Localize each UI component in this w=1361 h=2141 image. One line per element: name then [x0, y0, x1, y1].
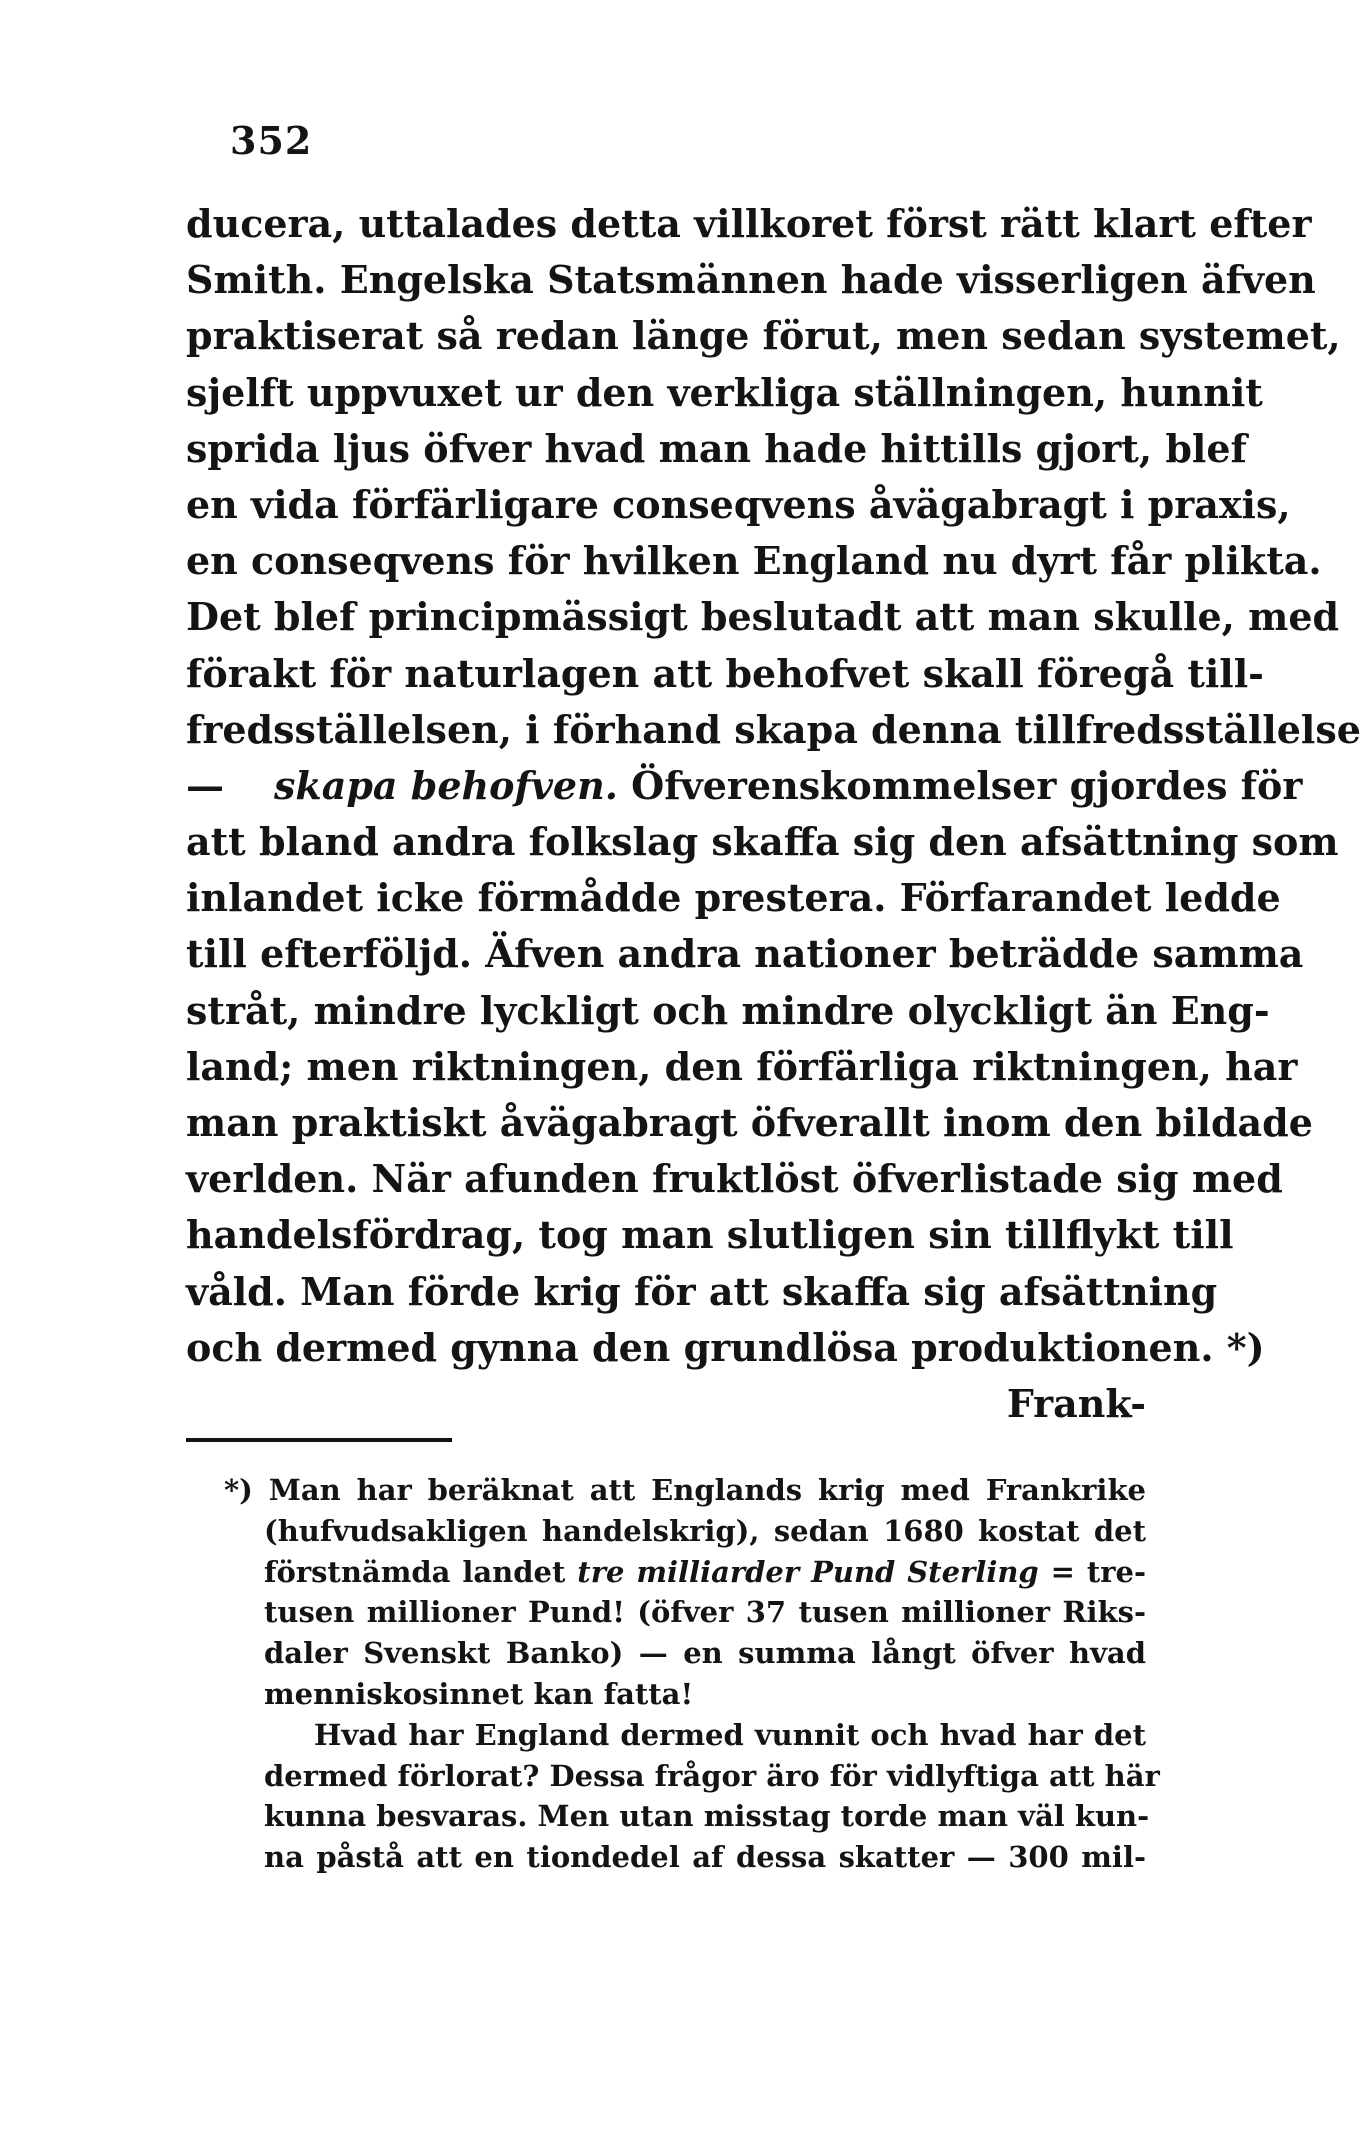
text-line: inlandet icke förmådde prestera. Förfarandet ledde	[186, 875, 1281, 921]
footnote-line: *) Man har beräknat att Englands krig med Frankrike	[224, 1473, 1146, 1507]
text-line-emphasis	[186, 758, 1303, 814]
italic-phrase: skapa behofven.	[274, 762, 618, 808]
text-line: att bland andra folkslag skaffa sig den afsättning som	[186, 819, 1339, 865]
catchword: Frank-	[1006, 1380, 1146, 1426]
footnote-rule	[186, 1438, 452, 1442]
text-line: sjelft uppvuxet ur den verkliga ställningen, hunnit	[186, 369, 1263, 415]
page-number: 352	[230, 118, 313, 163]
text-line: förakt för naturlagen att behofvet skall föregå till-	[186, 650, 1264, 696]
footnote-line: tusen millioner Pund! (öfver 37 tusen millioner Riks-	[264, 1595, 1146, 1630]
text-line: Det blef principmässigt beslutadt att man skulle, med	[186, 594, 1340, 640]
text-fragment: Öfverenskommelser gjordes för	[617, 762, 1303, 808]
text-line: ducera, uttalades detta villkoret först rätt klart efter	[186, 201, 1312, 246]
text-line: till efterföljd. Äfven andra nationer beträdde samma	[186, 931, 1304, 977]
italic-phrase: tre milliarder Pund Sterling	[577, 1554, 1039, 1589]
text-line: våld. Man förde krig för att skaffa sig afsättning	[186, 1268, 1218, 1314]
em-dash: —	[186, 762, 224, 808]
text-line: en vida förfärligare conseqvens åvägabragt i praxis,	[186, 481, 1291, 527]
footnote-line: menniskosinnet kan fatta!	[264, 1676, 694, 1711]
footnote-block	[224, 1470, 1160, 1878]
footnote-line: (hufvudsakligen handelskrig), sedan 1680 kostat det	[264, 1513, 1146, 1548]
text-line-last: och dermed gynna den grundlösa produktionen. *)	[186, 1324, 1265, 1370]
text-line: sprida ljus öfver hvad man hade hittills gjort, blef	[186, 425, 1247, 471]
text-line: fredsställelsen, i förhand skapa denna tillfredsställelse	[186, 706, 1361, 752]
main-text-block	[186, 196, 1361, 1432]
footnote-line: Hvad har England dermed vunnit och hvad har det	[314, 1717, 1146, 1752]
text-fragment: förstnämda landet	[264, 1554, 578, 1589]
text-line: land; men riktningen, den förfärliga riktningen, har	[186, 1043, 1298, 1089]
text-line: en conseqvens för hvilken England nu dyrt får plikta.	[186, 538, 1322, 584]
text-line: Smith. Engelska Statsmännen hade visserligen äfven	[186, 257, 1316, 303]
footnote-line: kunna besvaras. Men utan misstag torde man väl kun-	[264, 1799, 1150, 1834]
text-line: man praktiskt åvägabragt öfverallt inom den bildade	[186, 1100, 1313, 1145]
text-line: verlden. När afunden fruktlöst öfverlistade sig med	[186, 1156, 1283, 1202]
text-line: praktiserat så redan länge förut, men sedan systemet,	[186, 313, 1341, 359]
footnote-line: na påstå att en tiondedel af dessa skatter — 300 mil-	[264, 1840, 1146, 1875]
text-fragment: = tre-	[1038, 1554, 1147, 1589]
footnote-line-emphasis	[264, 1552, 1146, 1593]
footnote-line: dermed förlorat? Dessa frågor äro för vidlyftiga att här	[264, 1758, 1160, 1793]
footnote-line: daler Svenskt Banko) — en summa långt öfver hvad	[264, 1636, 1146, 1671]
text-line: stråt, mindre lyckligt och mindre olyckligt än Eng-	[186, 987, 1270, 1033]
text-line: handelsfördrag, tog man slutligen sin tillflykt till	[186, 1212, 1234, 1258]
